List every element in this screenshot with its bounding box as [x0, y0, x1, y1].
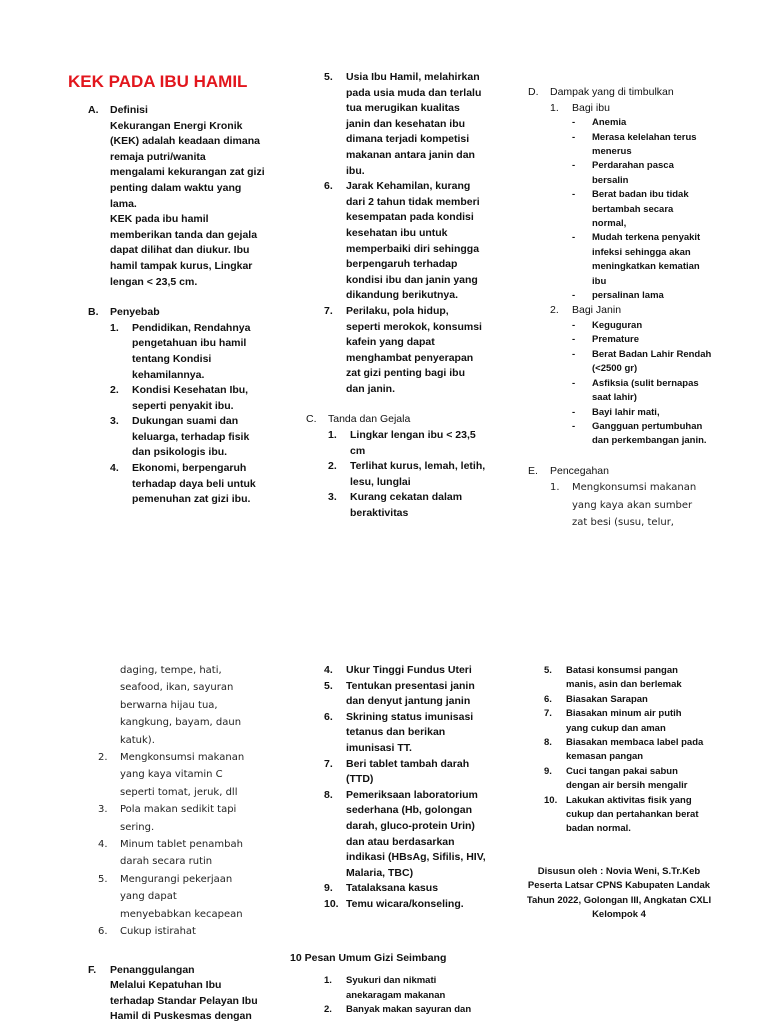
standar-pelayanan-list [324, 663, 524, 913]
pencegahan-continued [88, 662, 288, 749]
list-item-text: pada usia muda dan terlalu [346, 86, 482, 99]
section-definisi [88, 103, 278, 290]
pencegahan-line: katuk). [120, 734, 155, 746]
list-item [328, 459, 506, 490]
list-item-text: Terlihat kurus, lemah, letih, [350, 460, 486, 473]
list-item-text: yang kaya akan sumber [572, 499, 693, 511]
dash-bullet: - [572, 406, 576, 418]
penanggulangan-line: Penanggulangan [110, 963, 195, 976]
list-item [328, 490, 506, 521]
bullet-item [572, 116, 728, 130]
pesan-title: 10 Pesan Umum Gizi Seimbang [290, 951, 447, 964]
list-item-text: keluarga, terhadap fisik [132, 430, 250, 443]
list-item [544, 664, 734, 693]
credit-block [504, 865, 734, 923]
column-3-bottom [526, 664, 734, 923]
list-number: 10. [544, 794, 558, 806]
list-item [544, 765, 734, 794]
list-number: 6. [324, 180, 333, 193]
definisi-line: remaja putri/wanita [110, 150, 206, 163]
bullet-item-text: Bayi lahir mati, [592, 406, 660, 418]
list-item-text: Biasakan Sarapan [566, 693, 648, 705]
list-item-text: kesehatan ibu untuk [346, 226, 448, 239]
list-number: 7. [324, 757, 333, 770]
bullet-item-text: (<2500 gr) [592, 363, 638, 375]
list-number: 4. [98, 839, 108, 851]
dampak-ibu-list [572, 116, 728, 303]
list-item [324, 897, 524, 913]
list-number: 7. [544, 708, 552, 720]
bullet-item-text: Berat Badan Lahir Rendah [592, 348, 712, 360]
bullet-item-text: saat lahir) [592, 392, 637, 404]
list-item [324, 710, 524, 757]
list-item-text: dan denyut jantung janin [346, 695, 471, 708]
list-item-text: Kurang cekatan dalam [350, 491, 463, 504]
list-item-text: beraktivitas [350, 507, 409, 520]
column-1-top [88, 103, 278, 508]
bullet-item [572, 188, 728, 231]
list-item-text: pemenuhan zat gizi ibu. [132, 493, 251, 506]
list-item-text: lesu, lunglai [350, 475, 411, 488]
bullet-item-text: Mudah terkena penyakit [592, 232, 701, 244]
section-letter: A. [88, 104, 99, 116]
list-item-text: Banyak makan sayuran dan [346, 1003, 472, 1015]
definisi-line: hamil tampak kurus, Lingkar [110, 259, 253, 272]
list-number: 1. [550, 101, 559, 114]
pencegahan-line: seafood, ikan, sayuran [120, 682, 234, 694]
list-item-text: Batasi konsumsi pangan [566, 665, 678, 676]
subheading: Bagi ibu [572, 101, 610, 114]
list-item-text: Cukup istirahat [120, 926, 196, 938]
list-number: 5. [98, 873, 108, 885]
bullet-item [572, 131, 728, 160]
list-item-text: kesempatan pada kondisi [346, 211, 474, 224]
list-item-text: yang kaya vitamin C [120, 769, 223, 781]
bullet-item-text: Keguguran [592, 320, 643, 332]
section-heading: Pencegahan [550, 464, 609, 477]
tanda-list [328, 428, 506, 522]
section-letter: B. [88, 306, 99, 319]
section-letter: C. [306, 413, 317, 426]
pesan-list [324, 974, 524, 1017]
list-item-text: Tentukan presentasi janin [346, 679, 475, 692]
bullet-item-text: persalinan lama [592, 290, 664, 302]
list-number: 3. [110, 415, 119, 428]
definisi-line: Kekurangan Energi Kronik [110, 119, 243, 132]
list-item-text: dari 2 tahun tidak memberi [346, 195, 480, 208]
list-item-text: Dukungan suami dan [132, 415, 239, 428]
list-item [324, 881, 524, 897]
penanggulangan-body [110, 963, 288, 1025]
list-item-text: memperbaiki diri sehingga [346, 242, 480, 255]
list-item-text: tua merugikan kualitas [346, 102, 460, 115]
list-item-text: dimana terjadi kompetisi [346, 133, 470, 146]
definisi-line: (KEK) adalah keadaan dimana [110, 135, 260, 148]
list-item-text: terhadap daya beli untuk [132, 477, 256, 490]
list-number: 2. [110, 384, 119, 397]
list-item-text: Malaria, TBC) [346, 866, 414, 879]
list-item [544, 736, 734, 765]
list-number: 2. [550, 304, 559, 317]
bullet-item-text: Gangguan pertumbuhan [592, 420, 703, 432]
dash-bullet: - [572, 377, 576, 389]
list-item-text: menyebabkan kecapean [120, 908, 243, 920]
bullet-item [572, 420, 728, 449]
list-number: 4. [110, 462, 119, 475]
definisi-line: mengalami kekurangan zat gizi [110, 166, 265, 179]
dampak-janin [550, 303, 728, 448]
list-item [324, 679, 524, 710]
list-number: 4. [324, 664, 333, 676]
list-number: 8. [324, 788, 333, 801]
list-number: 1. [110, 321, 119, 334]
bullet-item [572, 159, 728, 188]
penanggulangan-line: Hamil di Puskesmas dengan [110, 1010, 252, 1023]
list-item-text: yang dapat [120, 891, 177, 903]
list-item [544, 794, 734, 837]
list-item [98, 749, 288, 801]
list-item-text: tetanus dan berikan [346, 726, 446, 739]
list-item-text: Pemeriksaan laboratorium [346, 788, 478, 801]
section-pencegahan [528, 464, 728, 532]
pencegahan-list-continued [88, 749, 288, 940]
bullet-item [572, 348, 728, 377]
list-item-text: cukup dan pertahankan berat [566, 809, 699, 821]
section-dampak [528, 85, 728, 449]
bullet-item-text: dan perkembangan janin. [592, 435, 707, 447]
list-item-text: makanan antara janin dan [346, 148, 475, 161]
list-item-text: Beri tablet tambah darah [346, 757, 470, 770]
credit-line: Tahun 2022, Golongan III, Angkatan CXLI [526, 894, 712, 906]
section-letter: E. [528, 464, 538, 477]
column-1-bottom [88, 662, 288, 1025]
list-item-text: Jarak Kehamilan, kurang [346, 180, 471, 193]
section-heading: Dampak yang di timbulkan [550, 86, 674, 98]
bullet-item [572, 377, 728, 406]
list-item [324, 304, 506, 398]
list-item-text: sederhana (Hb, golongan [346, 804, 473, 817]
bullet-item-text: ibu [592, 275, 607, 287]
list-number: 6. [324, 710, 333, 723]
list-item [98, 871, 288, 923]
bullet-item [572, 231, 728, 289]
list-item [98, 923, 288, 940]
bullet-item-text: normal, [592, 218, 627, 230]
list-item-text: Perilaku, pola hidup, [346, 304, 449, 317]
list-item [110, 461, 278, 508]
list-item-text: Ukur Tinggi Fundus Uteri [346, 664, 472, 676]
list-number: 3. [328, 491, 337, 504]
bullet-item [572, 406, 728, 420]
list-item [98, 836, 288, 871]
pencegahan-line: berwarna hijau tua, [120, 699, 218, 711]
list-item-text: zat gizi penting bagi ibu [346, 367, 465, 380]
list-item [328, 428, 506, 459]
list-item-text: Kondisi Kesehatan Ibu, [132, 384, 249, 397]
section-heading: Definisi [110, 104, 148, 116]
list-number: 10. [324, 897, 339, 910]
bullet-item-text: Perdarahan pasca [592, 160, 674, 172]
dash-bullet: - [572, 290, 576, 302]
list-number: 2. [324, 1003, 332, 1015]
list-item-text: Lingkar lengan ibu < 23,5 [350, 429, 476, 442]
list-item-text: imunisasi TT. [346, 741, 412, 754]
list-item-text: Mengkonsumsi makanan [572, 482, 697, 494]
list-item-text: anekaragam makanan [346, 989, 446, 1001]
list-item-text: dan atau berdasarkan [346, 835, 455, 848]
column-3-top [528, 85, 728, 532]
definisi-line: lengan < 23,5 cm. [110, 275, 198, 288]
section-heading: Tanda dan Gejala [328, 413, 411, 426]
dash-bullet: - [572, 420, 576, 432]
list-item-text: Biasakan membaca label pada [566, 737, 704, 749]
penanggulangan-line: terhadap Standar Pelayan Ibu [110, 994, 258, 1007]
list-item-text: dengan air bersih mengalir [566, 780, 688, 792]
list-number: 1. [324, 975, 332, 987]
dash-bullet: - [572, 160, 576, 172]
dampak-janin-list [572, 319, 728, 449]
list-number: 5. [544, 665, 552, 676]
penyebab-list-continued [306, 70, 506, 397]
pencegahan-line: daging, tempe, hati, [120, 665, 222, 676]
penyebab-list [110, 321, 278, 508]
dash-bullet: - [572, 348, 576, 360]
list-item-text: badan normal. [566, 823, 631, 835]
list-number: 6. [98, 926, 108, 938]
section-tanda [306, 412, 506, 521]
section-heading: Penyebab [110, 306, 160, 319]
list-item-text: Usia Ibu Hamil, melahirkan [346, 71, 480, 83]
dash-bullet: - [572, 232, 576, 244]
list-item-text: Biasakan minum air putih [566, 708, 682, 720]
list-item [544, 707, 734, 736]
list-item-text: kehamilannya. [132, 368, 205, 381]
definisi-line: penting dalam waktu yang [110, 181, 242, 194]
dash-bullet: - [572, 334, 576, 346]
dash-bullet: - [572, 320, 576, 332]
dampak-ibu [550, 101, 728, 304]
list-item-text: dikandung berikutnya. [346, 289, 459, 302]
list-item [324, 757, 524, 788]
list-number: 3. [98, 804, 108, 816]
bullet-item [572, 289, 728, 303]
list-item-text: janin dan kesehatan ibu [346, 117, 466, 130]
list-number: 9. [544, 765, 552, 777]
page-title: KEK PADA IBU HAMIL [68, 72, 248, 91]
list-number: 7. [324, 304, 333, 317]
list-item-text: Pola makan sedikit tapi [120, 804, 237, 816]
pesan-list-continued [544, 664, 734, 837]
definisi-line: dapat dilihat dan diukur. Ibu [110, 244, 250, 257]
column-2-top [306, 70, 506, 522]
definisi-body [110, 119, 278, 291]
list-item-text: seperti penyakit ibu. [132, 399, 234, 412]
list-item-text: seperti tomat, jeruk, dll [120, 786, 238, 798]
list-number: 6. [544, 693, 552, 705]
list-item [324, 179, 506, 304]
list-item [98, 801, 288, 836]
list-item-text: darah, gluco-protein Urin) [346, 819, 475, 832]
list-item [110, 383, 278, 414]
list-item-text: sering. [120, 821, 155, 833]
list-item-text: dan psikologis ibu. [132, 446, 228, 459]
list-item-text: dan janin. [346, 382, 396, 395]
list-number: 2. [98, 752, 108, 764]
bullet-item-text: Anemia [592, 117, 627, 129]
list-item-text: Minum tablet penambah [120, 839, 243, 851]
list-item-text: kemasan pangan [566, 751, 644, 763]
list-item-text: Lakukan aktivitas fisik yang [566, 794, 692, 806]
list-item-text: Mengkonsumsi makanan [120, 752, 245, 764]
section-penyebab [88, 305, 278, 508]
list-item [110, 321, 278, 383]
list-item-text: berpengaruh terhadap [346, 258, 458, 271]
list-item-text: manis, asin dan berlemak [566, 679, 682, 691]
list-item [544, 693, 734, 707]
list-number: 1. [550, 482, 560, 494]
list-number: 8. [544, 737, 552, 749]
list-number: 5. [324, 679, 333, 692]
list-item-text: indikasi (HBsAg, Sifilis, HIV, [346, 851, 486, 864]
list-number: 2. [328, 460, 337, 473]
definisi-line: memberikan tanda dan gejala [110, 228, 258, 241]
section-letter: F. [88, 963, 97, 976]
list-number: 1. [328, 429, 337, 442]
list-item-text: darah secara rutin [120, 856, 213, 868]
list-item [324, 663, 524, 679]
list-item-text: ibu. [346, 164, 365, 177]
list-item [324, 974, 524, 1003]
section-letter: D. [528, 86, 539, 98]
credit-line: Kelompok 4 [592, 909, 646, 921]
bullet-item-text: infeksi sehingga akan [592, 246, 691, 258]
list-item-text: yang cukup dan aman [566, 722, 666, 734]
list-item-text: kondisi ibu dan janin yang [346, 273, 478, 286]
list-item-text: Syukuri dan nikmati [346, 975, 437, 987]
bullet-item-text: Merasa kelelahan terus [592, 131, 697, 143]
credit-line: Disusun oleh : Novia Weni, S.Tr.Keb [537, 865, 701, 877]
pencegahan-list [550, 479, 728, 531]
subheading: Bagi Janin [572, 304, 622, 317]
dash-bullet: - [572, 131, 576, 143]
list-number: 9. [324, 882, 333, 895]
bullet-item-text: Berat badan ibu tidak [592, 189, 689, 201]
list-item-text: Pendidikan, Rendahnya [132, 321, 251, 334]
list-item-text: menghambat penyerapan [346, 351, 474, 364]
bullet-item-text: Premature [592, 334, 639, 346]
list-item-text: kafein yang dapat [346, 336, 435, 349]
penanggulangan-line: Melalui Kepatuhan Ibu [110, 979, 222, 992]
credit-line: Peserta Latsar CPNS Kabupaten Landak [527, 880, 711, 892]
list-item-text: Temu wicara/konseling. [346, 897, 464, 910]
bullet-item-text: meningkatkan kematian [592, 261, 700, 273]
bullet-item [572, 333, 728, 347]
section-penanggulangan [88, 963, 288, 1025]
list-item [324, 1003, 524, 1017]
bullet-item-text: Asfiksia (sulit bernapas [592, 377, 699, 389]
dash-bullet: - [572, 117, 576, 129]
list-item-text: cm [350, 444, 366, 457]
column-2-bottom [290, 663, 524, 1017]
dash-bullet: - [572, 189, 576, 201]
list-item-text: Mengurangi pekerjaan [120, 873, 233, 885]
list-item-text: Tatalaksana kasus [346, 882, 439, 895]
list-item-text: zat besi (susu, telur, [572, 517, 674, 529]
bullet-item-text: bertambah secara [592, 203, 674, 215]
list-item-text: Cuci tangan pakai sabun [566, 765, 678, 777]
list-item [110, 414, 278, 461]
definisi-line: KEK pada ibu hamil [110, 213, 209, 226]
bullet-item [572, 319, 728, 333]
list-item-text: pengetahuan ibu hamil [132, 337, 247, 350]
list-item [324, 70, 506, 179]
pencegahan-line: kangkung, bayam, daun [120, 717, 242, 729]
list-number: 5. [324, 71, 333, 83]
list-item-text: Ekonomi, berpengaruh [132, 462, 247, 475]
list-item-text: Skrining status imunisasi [346, 710, 474, 723]
bullet-item-text: bersalin [592, 174, 629, 186]
list-item-text: seperti merokok, konsumsi [346, 320, 482, 333]
list-item [324, 788, 524, 882]
list-item-text: tentang Kondisi [132, 352, 212, 365]
bullet-item-text: menerus [592, 146, 632, 157]
definisi-line: lama. [110, 197, 137, 210]
list-item-text: (TTD) [346, 773, 374, 786]
list-item [550, 479, 728, 531]
